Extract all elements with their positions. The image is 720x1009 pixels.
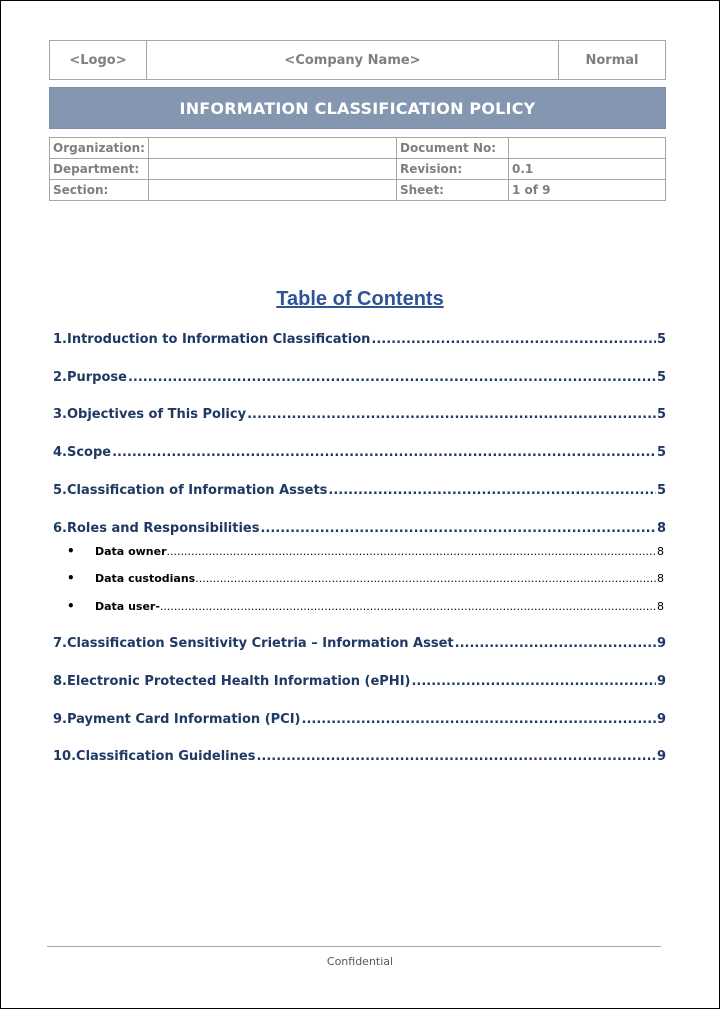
classification-cell: Normal <box>559 41 666 80</box>
department-label: Department: <box>50 159 149 180</box>
company-name-cell: <Company Name> <box>147 41 559 80</box>
toc-entry-guidelines[interactable] <box>53 749 666 764</box>
toc-dot-leader <box>112 445 656 460</box>
toc-entry-label: 4.Scope <box>53 445 112 460</box>
bullet: • <box>67 544 75 558</box>
toc-dot-leader <box>455 636 656 651</box>
toc-entry-introduction[interactable] <box>53 332 666 347</box>
sheet-value: 1 of 9 <box>508 180 665 201</box>
section-value <box>148 180 396 201</box>
toc-sub-page: 8 <box>657 600 664 613</box>
toc-entry-label: 9.Payment Card Information (PCI) <box>53 712 301 727</box>
toc-entry-purpose[interactable] <box>53 370 666 385</box>
footer-confidential: Confidential <box>326 955 394 968</box>
toc-dot-leader <box>247 407 656 422</box>
toc-sub-label: Data user- <box>95 600 160 613</box>
toc-entry-label: 7.Classification Sensitivity Crietria – Information Asset <box>53 636 454 651</box>
toc-sub-entry-data-owner[interactable] <box>67 544 664 558</box>
toc-dot-leader <box>260 521 655 536</box>
toc-sub-label: Data custodians <box>95 572 196 585</box>
toc-entry-ephi[interactable] <box>53 674 666 689</box>
bullet: • <box>67 571 75 585</box>
toc-title: Table of Contents <box>276 288 444 310</box>
toc-entry-label: 5.Classification of Information Assets <box>53 483 328 498</box>
toc-dot-leader <box>302 712 656 727</box>
toc-entry-page: 5 <box>656 407 666 422</box>
toc-entry-page: 9 <box>656 749 666 764</box>
toc-dot-leader <box>256 749 656 764</box>
toc-entry-pci[interactable] <box>53 712 666 727</box>
footer-divider <box>47 946 661 947</box>
organization-value <box>148 138 396 159</box>
toc-entry-scope[interactable] <box>53 445 666 460</box>
toc-entry-sensitivity-criteria[interactable] <box>53 636 666 651</box>
toc-entry-page: 8 <box>656 521 666 536</box>
document-no-value <box>508 138 665 159</box>
department-value <box>148 159 396 180</box>
toc-sub-page: 8 <box>657 572 664 585</box>
toc-dot-leader <box>167 545 658 558</box>
toc-entry-page: 5 <box>656 370 666 385</box>
bullet: • <box>67 599 75 613</box>
toc-entry-roles[interactable] <box>53 521 666 536</box>
toc-entry-page: 9 <box>656 636 666 651</box>
toc-dot-leader <box>128 370 656 385</box>
header-table <box>49 40 666 80</box>
toc-entry-page: 9 <box>656 712 666 727</box>
toc-entry-classification-assets[interactable] <box>53 483 666 498</box>
toc-dot-leader <box>371 332 656 347</box>
organization-label: Organization: <box>50 138 149 159</box>
logo-cell: <Logo> <box>50 41 147 80</box>
section-label: Section: <box>50 180 149 201</box>
sheet-label: Sheet: <box>396 180 508 201</box>
toc-dot-leader <box>195 572 657 585</box>
toc-sub-entry-data-custodians[interactable] <box>67 571 664 585</box>
revision-value: 0.1 <box>508 159 665 180</box>
revision-label: Revision: <box>396 159 508 180</box>
document-no-label: Document No: <box>396 138 508 159</box>
toc-dot-leader <box>411 674 655 689</box>
toc-sub-page: 8 <box>657 545 664 558</box>
document-meta-table <box>49 137 666 201</box>
toc-entry-label: 10.Classification Guidelines <box>53 749 256 764</box>
toc-entry-page: 5 <box>656 332 666 347</box>
toc-entry-label: 2.Purpose <box>53 370 127 385</box>
toc-entry-label: 6.Roles and Responsibilities <box>53 521 260 536</box>
toc-sub-label: Data owner <box>95 545 167 558</box>
toc-entry-label: 8.Electronic Protected Health Information (ePHI) <box>53 674 411 689</box>
toc-entry-label: 1.Introduction to Information Classification <box>53 332 371 347</box>
toc-entry-page: 9 <box>656 674 666 689</box>
toc-entry-objectives[interactable] <box>53 407 666 422</box>
toc-dot-leader <box>328 483 656 498</box>
toc-sub-entry-data-user[interactable] <box>67 599 664 613</box>
toc-entry-page: 5 <box>656 445 666 460</box>
document-title: INFORMATION CLASSIFICATION POLICY <box>49 87 666 129</box>
toc-entry-label: 3.Objectives of This Policy <box>53 407 247 422</box>
toc-dot-leader <box>160 600 657 613</box>
toc-entry-page: 5 <box>656 483 666 498</box>
